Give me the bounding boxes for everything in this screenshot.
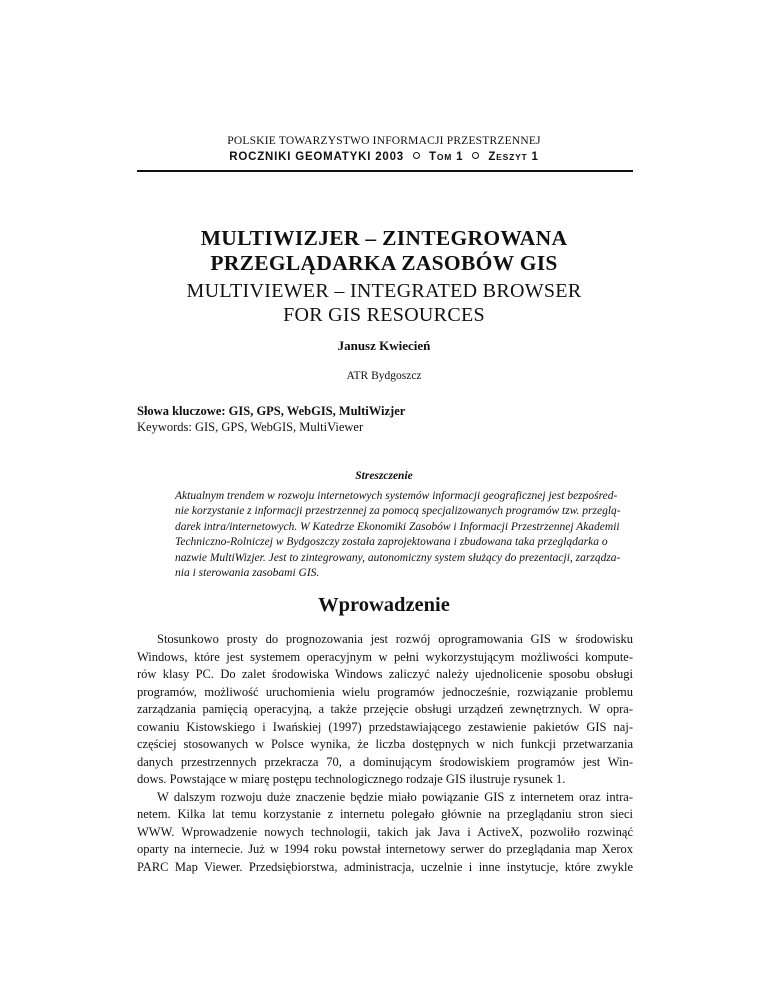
abstract-line: nazwie MultiWizjer. Jest to zintegrowany, autonomiczny system służący do prezentacji, zarządza- bbox=[175, 551, 621, 564]
body-line: dows. Powstające w miarę postępu technologicznego rodzaje GIS ilustruje rysunek 1. bbox=[137, 772, 566, 786]
abstract-text bbox=[175, 489, 621, 581]
journal-name: ROCZNIKI GEOMATYKI 2003 bbox=[229, 151, 404, 163]
body-line: W dalszym rozwoju duże znaczenie będzie miało powiązanie GIS z internetem oraz intra- bbox=[157, 789, 633, 804]
body-line: zarządzania pamięcią operacyjną, a także przejęcie obsługi urządzeń zewnętrznych. W opra- bbox=[137, 702, 633, 716]
abstract-line: nia i sterowania zasobami GIS. bbox=[175, 567, 320, 580]
abstract-line: nie korzystanie z informacji przestrzennej za pomocą specjalizowanych programów tzw. przeglą- bbox=[175, 505, 621, 518]
abstract-line: Techniczno-Rolniczej w Bydgoszczy została zaprojektowana i zbudowana taka przeglądarka o bbox=[175, 536, 608, 549]
keywords-polish: Słowa kluczowe: GIS, GPS, WebGIS, MultiWizjer bbox=[137, 404, 406, 418]
abstract-heading: Streszczenie bbox=[355, 470, 413, 482]
body-line: Windows, które jest systemem operacyjnym w pełni wykorzystującym możliwości kompute- bbox=[137, 649, 633, 664]
body-line: cowaniu Kistowskiego i Iwańskiej (1997) przedstawiającego zestawienie pakietów GIS naj- bbox=[137, 719, 633, 734]
body-line: częściej stosowanych w Polsce wynika, że liczba dostępnych w nich funkcji przetwarzania bbox=[137, 737, 633, 751]
title-polish-line-2: PRZEGLĄDARKA ZASOBÓW GIS bbox=[210, 251, 558, 275]
body-line: oparty na internecie. Już w 1994 roku powstał internetowy serwer do przeglądania map Xerox bbox=[137, 842, 633, 856]
tom-number: 1 bbox=[456, 151, 464, 163]
circle-separator-icon bbox=[413, 152, 420, 159]
journal-header bbox=[0, 151, 768, 163]
title-polish bbox=[0, 226, 768, 276]
abstract-line: Aktualnym trendem w rozwoju internetowych systemów informacji geograficznej jest bezpośred- bbox=[175, 490, 618, 502]
zeszyt-initial: Z bbox=[488, 151, 497, 163]
title-english-line-1: MULTIVIEWER – INTEGRATED BROWSER bbox=[186, 280, 582, 302]
body-text bbox=[137, 631, 633, 876]
author-affiliation: ATR Bydgoszcz bbox=[346, 370, 422, 382]
author-name: Janusz Kwiecień bbox=[337, 338, 431, 353]
body-line: programów, możliwość uruchomienia wielu programów jednocześnie, rozwiązanie problemu bbox=[137, 684, 633, 699]
keywords-english: Keywords: GIS, GPS, WebGIS, MultiViewer bbox=[137, 420, 364, 434]
zeszyt-rest: ESZYT bbox=[496, 152, 528, 162]
society-name: POLSKIE TOWARZYSTWO INFORMACJI PRZESTRZENNEJ bbox=[227, 135, 541, 147]
body-line: rów klasy PC. Do zalet środowiska Windows zaliczyć należy ujednolicenie sposobu obsługi bbox=[137, 667, 633, 681]
body-line: danych przestrzennych przekracza 70, a dominującym środowiskiem programów jest Win- bbox=[137, 754, 633, 769]
title-english-line-2: FOR GIS RESOURCES bbox=[283, 304, 485, 326]
section-heading: Wprowadzenie bbox=[318, 594, 450, 616]
body-line: Stosunkowo prosty do prognozowania jest rozwój oprogramowania GIS w środowisku bbox=[157, 632, 633, 646]
header-rule bbox=[137, 170, 633, 172]
body-line: WWW. Wprowadzenie nowych technologii, takich jak Java i ActiveX, pozwoliło rozwinąć bbox=[137, 824, 633, 839]
zeszyt-number: 1 bbox=[531, 151, 539, 163]
title-english bbox=[0, 279, 768, 327]
circle-separator-icon bbox=[472, 152, 479, 159]
title-polish-line-1: MULTIWIZJER – ZINTEGROWANA bbox=[200, 226, 568, 250]
tom-rest: OM bbox=[436, 152, 453, 162]
body-line: PARC Map Viewer. Przedsiębiorstwa, administracja, uczelnie i inne instytucje, które zwykle bbox=[137, 859, 633, 874]
abstract-line: darek intra/internetowych. W Katedrze Ekonomiki Zasobów i Informacji Przestrzennej Akademii bbox=[175, 520, 620, 533]
tom-initial: T bbox=[428, 151, 437, 163]
body-line: netem. Kilka lat temu korzystanie z internetu polegało głównie na przeglądaniu stron sieci bbox=[137, 807, 633, 821]
